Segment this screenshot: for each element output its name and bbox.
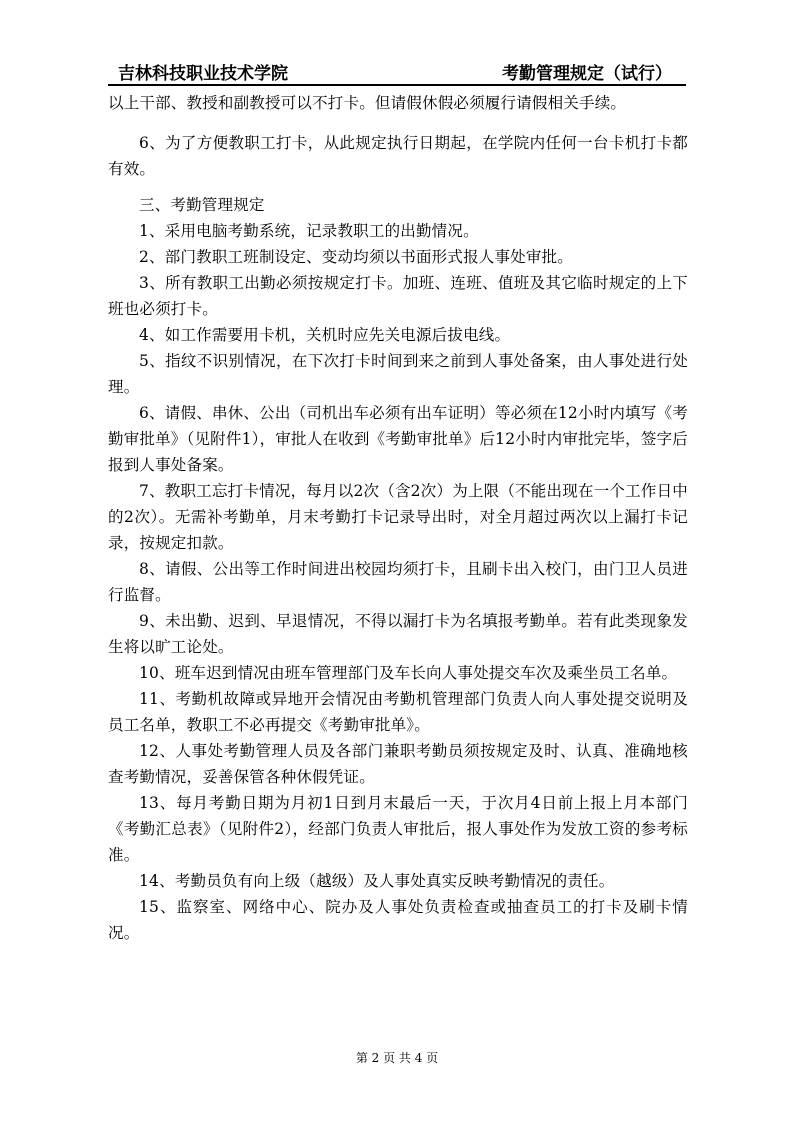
paragraph-item-5: 5、指纹不识别情况，在下次打卡时间到来之前到人事处备案，由人事处进行处理。 [108, 352, 688, 396]
paragraph-item-10: 10、班车迟到情况由班车管理部门及车长向人事处提交车次及乘坐员工名单。 [139, 664, 678, 682]
paragraph-item-13: 13、每月考勤日期为月初1日到月末最后一天，于次月4日前上报上月本部门《考勤汇总表》（见附件2），经部门负责人审批后，报人事处作为发放工资的参考标准。 [108, 794, 688, 864]
paragraph-item-9: 9、未出勤、迟到、早退情况，不得以漏打卡为名填报考勤单。若有此类现象发生将以旷工论处。 [108, 612, 688, 656]
paragraph-continuation: 以上干部、教授和副教授可以不打卡。但请假休假必须履行请假相关手续。 [108, 94, 627, 112]
paragraph-item-11: 11、考勤机故障或异地开会情况由考勤机管理部门负责人向人事处提交说明及员工名单，教职工不必再提交《考勤审批单》。 [108, 690, 688, 734]
page-number-footer: 第 2 页 共 4 页 [355, 1051, 439, 1065]
paragraph-item-1: 1、采用电脑考勤系统，记录教职工的出勤情况。 [139, 222, 479, 240]
paragraph-item-2: 2、部门教职工班制设定、变动均须以书面形式报人事处审批。 [139, 248, 573, 266]
paragraph-item-7: 7、教职工忘打卡情况，每月以2次（含2次）为上限（不能出现在一个工作日中的2次）。无需补考勤单，月末考勤打卡记录导出时，对全月超过两次以上漏打卡记录，按规定扣款。 [108, 482, 688, 552]
paragraph-item-6-card: 6、为了方便教职工打卡，从此规定执行日期起，在学院内任何一台卡机打卡都有效。 [108, 134, 688, 178]
section-heading-3: 三、考勤管理规定 [139, 196, 265, 214]
page-header [108, 54, 686, 86]
header-document-title: 考勤管理规定（试行） [502, 64, 672, 84]
header-institution: 吉林科技职业技术学院 [118, 64, 288, 84]
paragraph-item-4: 4、如工作需要用卡机，关机时应先关电源后拔电线。 [139, 326, 511, 344]
paragraph-item-12: 12、人事处考勤管理人员及各部门兼职考勤员须按规定及时、认真、准确地核查考勤情况，妥善保管各种休假凭证。 [108, 742, 688, 786]
paragraph-item-8: 8、请假、公出等工作时间进出校园均须打卡，且刷卡出入校门，由门卫人员进行监督。 [108, 560, 688, 604]
paragraph-item-6: 6、请假、串休、公出（司机出车必须有出车证明）等必须在12小时内填写《考勤审批单》（见附件1），审批人在收到《考勤审批单》后12小时内审批完毕，签字后报到人事处备案。 [108, 404, 688, 474]
paragraph-item-15: 15、监察室、网络中心、院办及人事处负责检查或抽查员工的打卡及刷卡情况。 [108, 898, 688, 942]
document-body [108, 90, 688, 946]
paragraph-item-3: 3、所有教职工出勤必须按规定打卡。加班、连班、值班及其它临时规定的上下班也必须打卡。 [108, 274, 688, 318]
paragraph-item-14: 14、考勤员负有向上级（越级）及人事处真实反映考勤情况的责任。 [139, 872, 615, 890]
